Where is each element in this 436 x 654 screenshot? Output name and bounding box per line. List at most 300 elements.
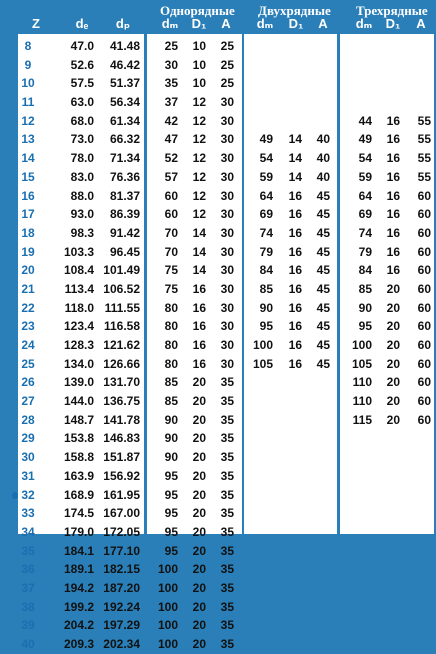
cell-de: 103.3: [63, 244, 94, 259]
cell-d-a: 45: [316, 356, 330, 371]
cell-t-d1: [374, 579, 400, 598]
table-row: [0, 205, 436, 224]
cell-z: 16: [21, 188, 35, 203]
cell-d-d1: 14: [288, 151, 302, 166]
cell-d-a: [304, 411, 330, 430]
cell-t-dm: [344, 93, 372, 112]
cell-t-a: [405, 598, 431, 617]
cell-d-d1: [276, 560, 302, 579]
cell-s-a: 30: [220, 244, 234, 259]
cell-d-dm: [245, 429, 273, 448]
table-row: [0, 579, 436, 598]
cell-de: 163.9: [63, 468, 94, 483]
table-row: [0, 317, 436, 336]
cell-s-d1: 20: [192, 543, 206, 558]
cell-d-d1: [276, 504, 302, 523]
cell-d-d1: 16: [288, 338, 302, 353]
cell-s-dm: 70: [164, 244, 178, 259]
cell-z: 17: [21, 207, 35, 222]
cell-dp: 187.20: [103, 581, 140, 595]
cell-t-d1: [374, 635, 400, 654]
cell-s-a: 35: [220, 450, 234, 465]
cell-t-dm: [344, 429, 372, 448]
cell-d-dm: [245, 467, 273, 486]
cell-de: 47.0: [70, 39, 94, 53]
cell-t-dm: [344, 448, 372, 467]
cell-t-d1: 16: [386, 225, 400, 240]
cell-d-d1: 14: [288, 132, 302, 147]
cell-de: 199.2: [63, 599, 94, 614]
cell-t-dm: 90: [358, 300, 372, 315]
cell-s-a: 30: [220, 207, 234, 222]
cell-d-d1: [276, 523, 302, 542]
cell-s-dm: 70: [164, 225, 178, 240]
cell-de: 78.0: [70, 151, 94, 166]
cell-t-dm: [344, 56, 372, 75]
cell-s-a: 35: [220, 581, 234, 595]
cell-d-dm: 84: [259, 263, 273, 278]
cell-z: 29: [21, 431, 35, 446]
cell-d-d1: 16: [288, 225, 302, 240]
cell-t-d1: [374, 560, 400, 579]
cell-s-dm: 100: [157, 637, 178, 652]
cell-d-dm: 64: [259, 188, 273, 203]
cell-z: 20: [21, 263, 35, 278]
cell-de: 113.4: [64, 281, 94, 296]
cell-t-a: [405, 467, 431, 486]
cell-s-dm: 90: [164, 450, 178, 465]
cell-d-d1: 16: [288, 281, 302, 296]
table-row: [0, 280, 436, 299]
cell-t-d1: [374, 448, 400, 467]
cell-dp: 46.42: [109, 57, 140, 72]
cell-de: 98.3: [70, 225, 94, 240]
cell-dp: 151.87: [103, 450, 140, 465]
cell-d-dm: [245, 504, 273, 523]
cell-s-d1: 12: [192, 151, 206, 166]
cell-s-dm: 75: [164, 281, 178, 296]
cell-d-d1: 16: [288, 244, 302, 259]
table-row: [0, 504, 436, 523]
cell-s-a: 35: [220, 524, 234, 539]
cell-s-dm: 25: [164, 39, 178, 53]
cell-s-a: 30: [220, 263, 234, 278]
cell-z: 27: [21, 394, 35, 409]
cell-de: 209.3: [63, 637, 94, 652]
cell-dp: 131.70: [103, 375, 140, 390]
cell-dp: 141.78: [103, 412, 140, 427]
cell-s-dm: 75: [164, 263, 178, 278]
table-row: [0, 616, 436, 635]
cell-d-a: [304, 635, 330, 654]
cell-t-a: 55: [417, 113, 431, 128]
cell-s-a: 30: [220, 281, 234, 296]
table-row: [0, 635, 436, 654]
cell-t-dm: [344, 523, 372, 542]
cell-s-d1: 20: [192, 562, 206, 577]
cell-z: 35: [21, 543, 35, 558]
cell-dp: 51.37: [109, 76, 140, 91]
cell-de: 63.0: [70, 95, 94, 110]
cell-de: 57.5: [70, 76, 94, 91]
cell-dp: 192.24: [103, 599, 140, 614]
cell-t-dm: [344, 74, 372, 93]
cell-t-a: 60: [417, 356, 431, 371]
cell-d-d1: 16: [288, 319, 302, 334]
cell-t-a: [405, 523, 431, 542]
cell-z: 15: [21, 169, 35, 184]
cell-d-dm: 79: [259, 244, 273, 259]
cell-t-dm: 115: [352, 412, 372, 427]
cell-s-dm: 90: [164, 412, 178, 427]
group-header-single-row: Однорядные: [160, 3, 235, 18]
cell-t-dm: 100: [351, 338, 372, 353]
cell-t-dm: 59: [358, 169, 372, 184]
cell-s-a: 30: [220, 113, 234, 128]
cell-s-d1: 16: [192, 319, 206, 334]
cell-d-d1: 16: [288, 263, 302, 278]
cell-s-d1: 10: [192, 76, 206, 91]
cell-s-dm: 100: [157, 599, 178, 614]
cell-d-a: 40: [316, 132, 330, 147]
cell-d-a: 45: [316, 319, 330, 334]
cell-t-d1: [374, 616, 400, 635]
cell-z: 21: [21, 281, 35, 296]
table-row: [0, 486, 436, 505]
cell-t-dm: 95: [358, 319, 372, 334]
cell-s-d1: 14: [192, 244, 206, 259]
cell-t-a: 60: [417, 338, 431, 353]
cell-t-a: [405, 37, 431, 56]
table-row: [0, 542, 436, 561]
cell-de: 88.0: [70, 188, 94, 203]
cell-t-d1: [374, 598, 400, 617]
cell-d-d1: [276, 448, 302, 467]
cell-d-a: [304, 579, 330, 598]
cell-d-d1: 16: [288, 188, 302, 203]
cell-t-d1: 16: [386, 207, 400, 222]
cell-t-d1: [374, 523, 400, 542]
cell-t-d1: 20: [386, 281, 400, 296]
cell-t-a: 60: [417, 300, 431, 315]
table-row: [0, 149, 436, 168]
cell-s-dm: 100: [157, 562, 178, 577]
cell-d-d1: [276, 93, 302, 112]
cell-dp: 101.49: [103, 263, 140, 278]
cell-s-a: 30: [220, 225, 234, 240]
cell-t-dm: [344, 542, 372, 561]
cell-z: 8: [24, 39, 32, 53]
cell-d-dm: 90: [259, 300, 273, 315]
cell-de: 184.1: [63, 543, 94, 558]
column-header-de: dₑ: [75, 16, 89, 31]
cell-d-a: 40: [316, 151, 330, 166]
cell-s-dm: 85: [164, 375, 178, 390]
cell-t-a: [405, 635, 431, 654]
cell-z: 39: [21, 618, 35, 633]
cell-s-a: 30: [220, 300, 234, 315]
cell-dp: 81.37: [109, 188, 140, 203]
table-row: [0, 299, 436, 318]
cell-d-a: [304, 56, 330, 75]
cell-s-dm: 30: [164, 57, 178, 72]
cell-t-a: [405, 616, 431, 635]
cell-s-a: 35: [220, 618, 234, 633]
cell-de: 144.0: [63, 394, 94, 409]
triple-column-header-dm: dₘ: [355, 16, 373, 31]
cell-s-d1: 16: [192, 356, 206, 371]
cell-d-a: 45: [316, 338, 330, 353]
cell-s-dm: 95: [164, 468, 178, 483]
cell-s-a: 30: [220, 356, 234, 371]
cell-d-dm: [245, 56, 273, 75]
cell-s-d1: 20: [192, 431, 206, 446]
cell-d-a: [304, 392, 330, 411]
cell-z: 38: [21, 599, 35, 614]
cell-t-d1: 20: [386, 375, 400, 390]
cell-de: 204.2: [63, 618, 94, 633]
cell-d-a: 45: [316, 244, 330, 259]
cell-s-dm: 60: [164, 188, 178, 203]
cell-dp: 66.32: [109, 132, 140, 147]
cell-t-dm: 85: [358, 281, 372, 296]
cell-t-a: [405, 504, 431, 523]
cell-s-d1: 16: [192, 300, 206, 315]
table-row: [0, 74, 436, 93]
cell-s-dm: 42: [164, 113, 178, 128]
table-row: [0, 598, 436, 617]
table-row: [0, 429, 436, 448]
cell-t-a: [405, 93, 431, 112]
cell-z: 28: [21, 412, 35, 427]
cell-dp: 182.15: [103, 562, 140, 577]
cell-d-a: [304, 37, 330, 56]
cell-z: 36: [21, 562, 35, 577]
cell-s-a: 30: [220, 151, 234, 166]
cell-s-a: 35: [220, 394, 234, 409]
table-row: [0, 411, 436, 430]
cell-d-d1: [276, 616, 302, 635]
cell-de: 139.0: [63, 375, 94, 390]
cell-dp: 106.52: [103, 281, 140, 296]
cell-de: 174.5: [63, 506, 94, 521]
cell-t-a: 55: [417, 169, 431, 184]
cell-d-a: [304, 448, 330, 467]
cell-de: 153.8: [63, 431, 94, 446]
cell-dp: 177.10: [103, 543, 140, 558]
cell-z: 24: [21, 338, 35, 353]
cell-t-d1: 16: [386, 263, 400, 278]
cell-t-dm: 69: [358, 207, 372, 222]
cell-t-d1: [374, 93, 400, 112]
cell-t-d1: 16: [386, 188, 400, 203]
cell-z: 11: [21, 95, 35, 110]
table-row: [0, 448, 436, 467]
triple-column-header-a: A: [416, 16, 426, 31]
table-row: [0, 168, 436, 187]
cell-d-dm: [245, 74, 273, 93]
table-row: [0, 37, 436, 56]
cell-d-dm: [245, 523, 273, 542]
cell-s-dm: 90: [164, 431, 178, 446]
cell-s-a: 30: [220, 188, 234, 203]
table-row: [0, 187, 436, 206]
cell-s-a: 25: [220, 76, 234, 91]
cell-s-a: 35: [220, 637, 234, 652]
cell-s-d1: 20: [192, 412, 206, 427]
cell-dp: 76.36: [109, 169, 140, 184]
cell-t-d1: [374, 467, 400, 486]
cell-t-dm: [344, 616, 372, 635]
cell-t-d1: [374, 74, 400, 93]
cell-de: 158.8: [63, 450, 94, 465]
cell-s-dm: 85: [164, 394, 178, 409]
cell-dp: 56.34: [109, 95, 140, 110]
cell-z: 25: [21, 356, 35, 371]
cell-t-d1: [374, 504, 400, 523]
cell-t-a: 60: [417, 394, 431, 409]
cell-de: 118.0: [64, 300, 94, 315]
cell-s-d1: 10: [192, 39, 206, 53]
cell-s-d1: 10: [192, 57, 206, 72]
cell-t-a: [405, 542, 431, 561]
cell-t-a: 55: [417, 151, 431, 166]
cell-dp: 111.55: [104, 300, 140, 315]
cell-s-d1: 20: [192, 487, 206, 502]
cell-t-a: 60: [417, 244, 431, 259]
cell-dp: 202.34: [103, 637, 140, 652]
cell-d-a: [304, 486, 330, 505]
cell-de: 194.2: [63, 581, 94, 595]
cell-de: 93.0: [70, 207, 94, 222]
cell-z: 37: [21, 581, 35, 595]
cell-s-d1: 12: [192, 132, 206, 147]
cell-d-dm: 49: [259, 132, 273, 147]
double-column-header-a: A: [318, 16, 328, 31]
cell-d-d1: 14: [288, 169, 302, 184]
cell-z: 12: [21, 113, 35, 128]
cell-s-a: 25: [220, 57, 234, 72]
cell-z: 26: [21, 375, 35, 390]
cell-t-d1: 16: [386, 244, 400, 259]
double-column-header-d1: D₁: [288, 16, 304, 31]
cell-d-a: [304, 93, 330, 112]
cell-d-a: [304, 560, 330, 579]
cell-t-a: 60: [417, 188, 431, 203]
cell-t-a: [405, 579, 431, 598]
cell-s-dm: 80: [164, 356, 178, 371]
cell-s-d1: 20: [192, 506, 206, 521]
cell-d-a: [304, 504, 330, 523]
cell-d-a: 45: [316, 300, 330, 315]
cell-s-a: 35: [220, 506, 234, 521]
cell-d-a: [304, 542, 330, 561]
cell-d-dm: [245, 560, 273, 579]
cell-s-dm: 57: [164, 169, 178, 184]
cell-d-a: [304, 616, 330, 635]
cell-s-dm: 80: [164, 319, 178, 334]
cell-s-d1: 20: [192, 618, 206, 633]
cell-d-d1: [276, 74, 302, 93]
cell-s-dm: 80: [164, 300, 178, 315]
cell-t-a: 60: [417, 412, 431, 427]
cell-s-dm: 95: [164, 506, 178, 521]
cell-z: 10: [21, 76, 35, 91]
single-column-header-a: A: [221, 16, 231, 31]
cell-s-a: 35: [220, 468, 234, 483]
cell-d-a: 45: [316, 207, 330, 222]
cell-t-dm: 105: [351, 356, 372, 371]
cell-t-a: 60: [417, 207, 431, 222]
cell-s-a: 30: [220, 169, 234, 184]
cell-d-a: [304, 523, 330, 542]
cell-s-dm: 100: [157, 618, 178, 633]
cell-s-d1: 20: [192, 450, 206, 465]
cell-d-d1: 16: [288, 207, 302, 222]
cell-d-a: 45: [316, 188, 330, 203]
cell-de: 189.1: [63, 562, 94, 577]
cell-dp: 146.83: [103, 431, 140, 446]
cell-z: 22: [21, 300, 35, 315]
cell-d-dm: 105: [252, 356, 273, 371]
cell-t-a: [405, 56, 431, 75]
cell-d-dm: [245, 37, 273, 56]
cell-t-dm: 84: [358, 263, 372, 278]
cell-de: 179.0: [63, 524, 94, 539]
table-row: [0, 392, 436, 411]
cell-d-dm: [245, 616, 273, 635]
cell-d-a: 45: [316, 225, 330, 240]
cell-t-a: [405, 74, 431, 93]
table-row: [0, 560, 436, 579]
cell-d-a: [304, 467, 330, 486]
cell-t-dm: 74: [358, 225, 372, 240]
cell-t-dm: [344, 37, 372, 56]
cell-dp: 86.39: [109, 207, 140, 222]
cell-d-dm: 74: [259, 225, 273, 240]
cell-d-dm: 69: [259, 207, 273, 222]
cell-s-dm: 60: [164, 207, 178, 222]
cell-z: 14: [21, 151, 35, 166]
cell-t-dm: 54: [358, 151, 372, 166]
cell-s-d1: 20: [192, 599, 206, 614]
cell-s-a: 35: [220, 543, 234, 558]
cell-z: 13: [21, 132, 35, 147]
cell-t-a: [405, 486, 431, 505]
triple-column-header-d1: D₁: [385, 16, 401, 31]
cell-t-d1: [374, 56, 400, 75]
cell-s-dm: 52: [164, 151, 178, 166]
cell-d-d1: [276, 467, 302, 486]
cell-d-d1: 16: [288, 300, 302, 315]
cell-z: 40: [21, 637, 35, 652]
single-column-header-d1: D₁: [191, 16, 207, 31]
cell-s-d1: 12: [192, 207, 206, 222]
cell-dp: 136.75: [103, 394, 140, 409]
table-row: [0, 373, 436, 392]
cell-d-dm: 59: [259, 169, 273, 184]
cell-s-d1: 20: [192, 637, 206, 652]
cell-d-dm: [245, 392, 273, 411]
cell-s-d1: 14: [192, 225, 206, 240]
cell-s-dm: 35: [164, 76, 178, 91]
cell-t-d1: [374, 486, 400, 505]
cell-de: 168.9: [63, 487, 94, 502]
cell-d-dm: 54: [259, 151, 273, 166]
cell-d-d1: [276, 542, 302, 561]
cell-dp: 121.62: [103, 338, 140, 353]
cell-t-a: [405, 448, 431, 467]
